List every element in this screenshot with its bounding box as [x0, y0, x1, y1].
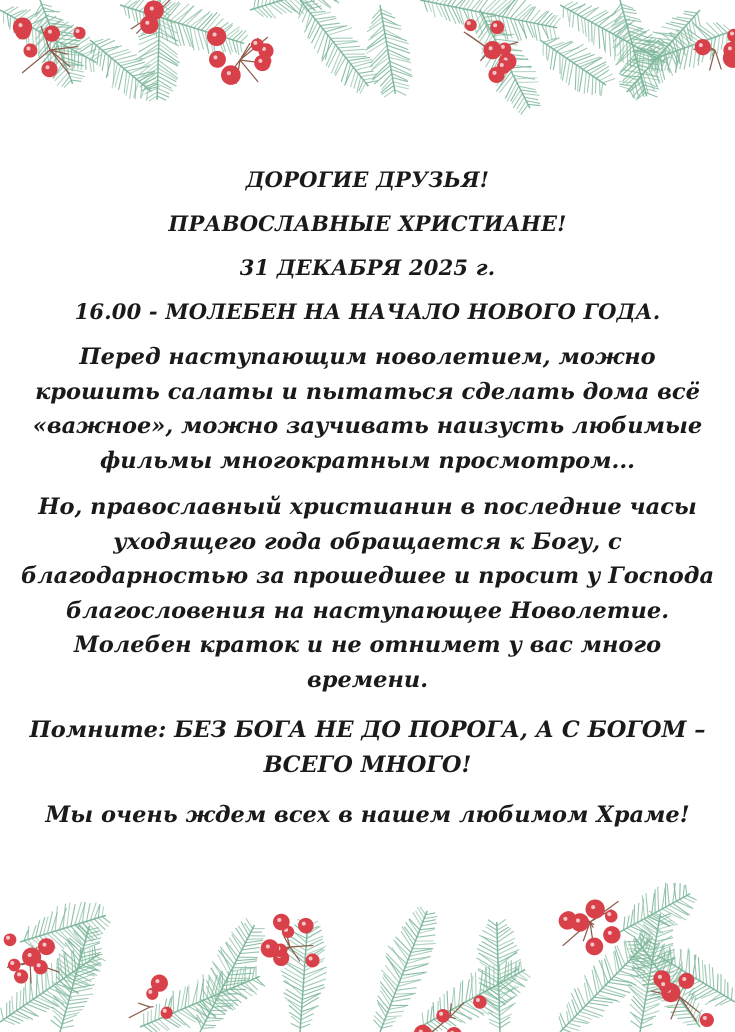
berry-cluster	[207, 27, 274, 85]
fir-branch	[298, 0, 378, 94]
paragraph-new-year	[3, 340, 733, 478]
paragraph-line: благословения на наступающее Новолетие.	[65, 597, 670, 624]
paragraph-line: крошить салаты и пытаться сделать дома всё	[35, 378, 700, 405]
paragraph-line: «важное», можно заучивать наизусть любимые	[32, 413, 703, 439]
paragraph-line: ВСЕГО МНОГО!	[263, 751, 472, 778]
event-heading: 16.00 - МОЛЕБЕН НА НАЧАЛО НОВОГО ГОДА.	[74, 299, 661, 324]
fir-branch	[197, 918, 266, 1032]
paragraph-line: Помните: БЕЗ БОГА НЕ ДО ПОРОГА, А С БОГОМ –	[29, 717, 706, 743]
announcement-text	[0, 158, 735, 833]
paragraph-line: Перед наступающим новолетием, можно	[79, 344, 656, 370]
paragraph-line: Но, православный христианин в последние часы	[38, 494, 697, 520]
date-heading: 31 ДЕКАБРЯ 2025 г.	[239, 255, 496, 280]
paragraph-line: фильмы многократным просмотром...	[99, 447, 636, 474]
berry-cluster	[559, 899, 621, 955]
paragraph-line: Мы очень ждем всех в нашем любимом Храме!	[45, 802, 690, 828]
greeting-heading: ДОРОГИЕ ДРУЗЬЯ!	[245, 167, 490, 192]
berry-cluster	[414, 995, 487, 1032]
fir-branches-bottom-decoration	[0, 832, 735, 1032]
paragraph-line: Молебен краток и не отнимет у вас много	[73, 632, 662, 658]
fir-branch	[120, 0, 248, 55]
berry-cluster	[4, 933, 60, 983]
paragraph-invitation	[3, 798, 733, 833]
paragraph-line: благодарностью за прошедшее и просит у Господа	[20, 563, 715, 589]
fir-branches-top-decoration	[0, 0, 735, 150]
paragraph-line: уходящего года обращается к Богу, с	[113, 528, 622, 555]
berry-cluster	[13, 17, 86, 77]
paragraph-proverb	[3, 713, 733, 782]
paragraph-orthodox	[3, 490, 733, 697]
fir-branch	[365, 5, 412, 97]
fir-branch	[34, 0, 86, 88]
paragraph-line: времени.	[306, 666, 429, 693]
audience-heading: ПРАВОСЛАВНЫЕ ХРИСТИАНЕ!	[168, 211, 567, 236]
fir-branch	[620, 883, 697, 938]
